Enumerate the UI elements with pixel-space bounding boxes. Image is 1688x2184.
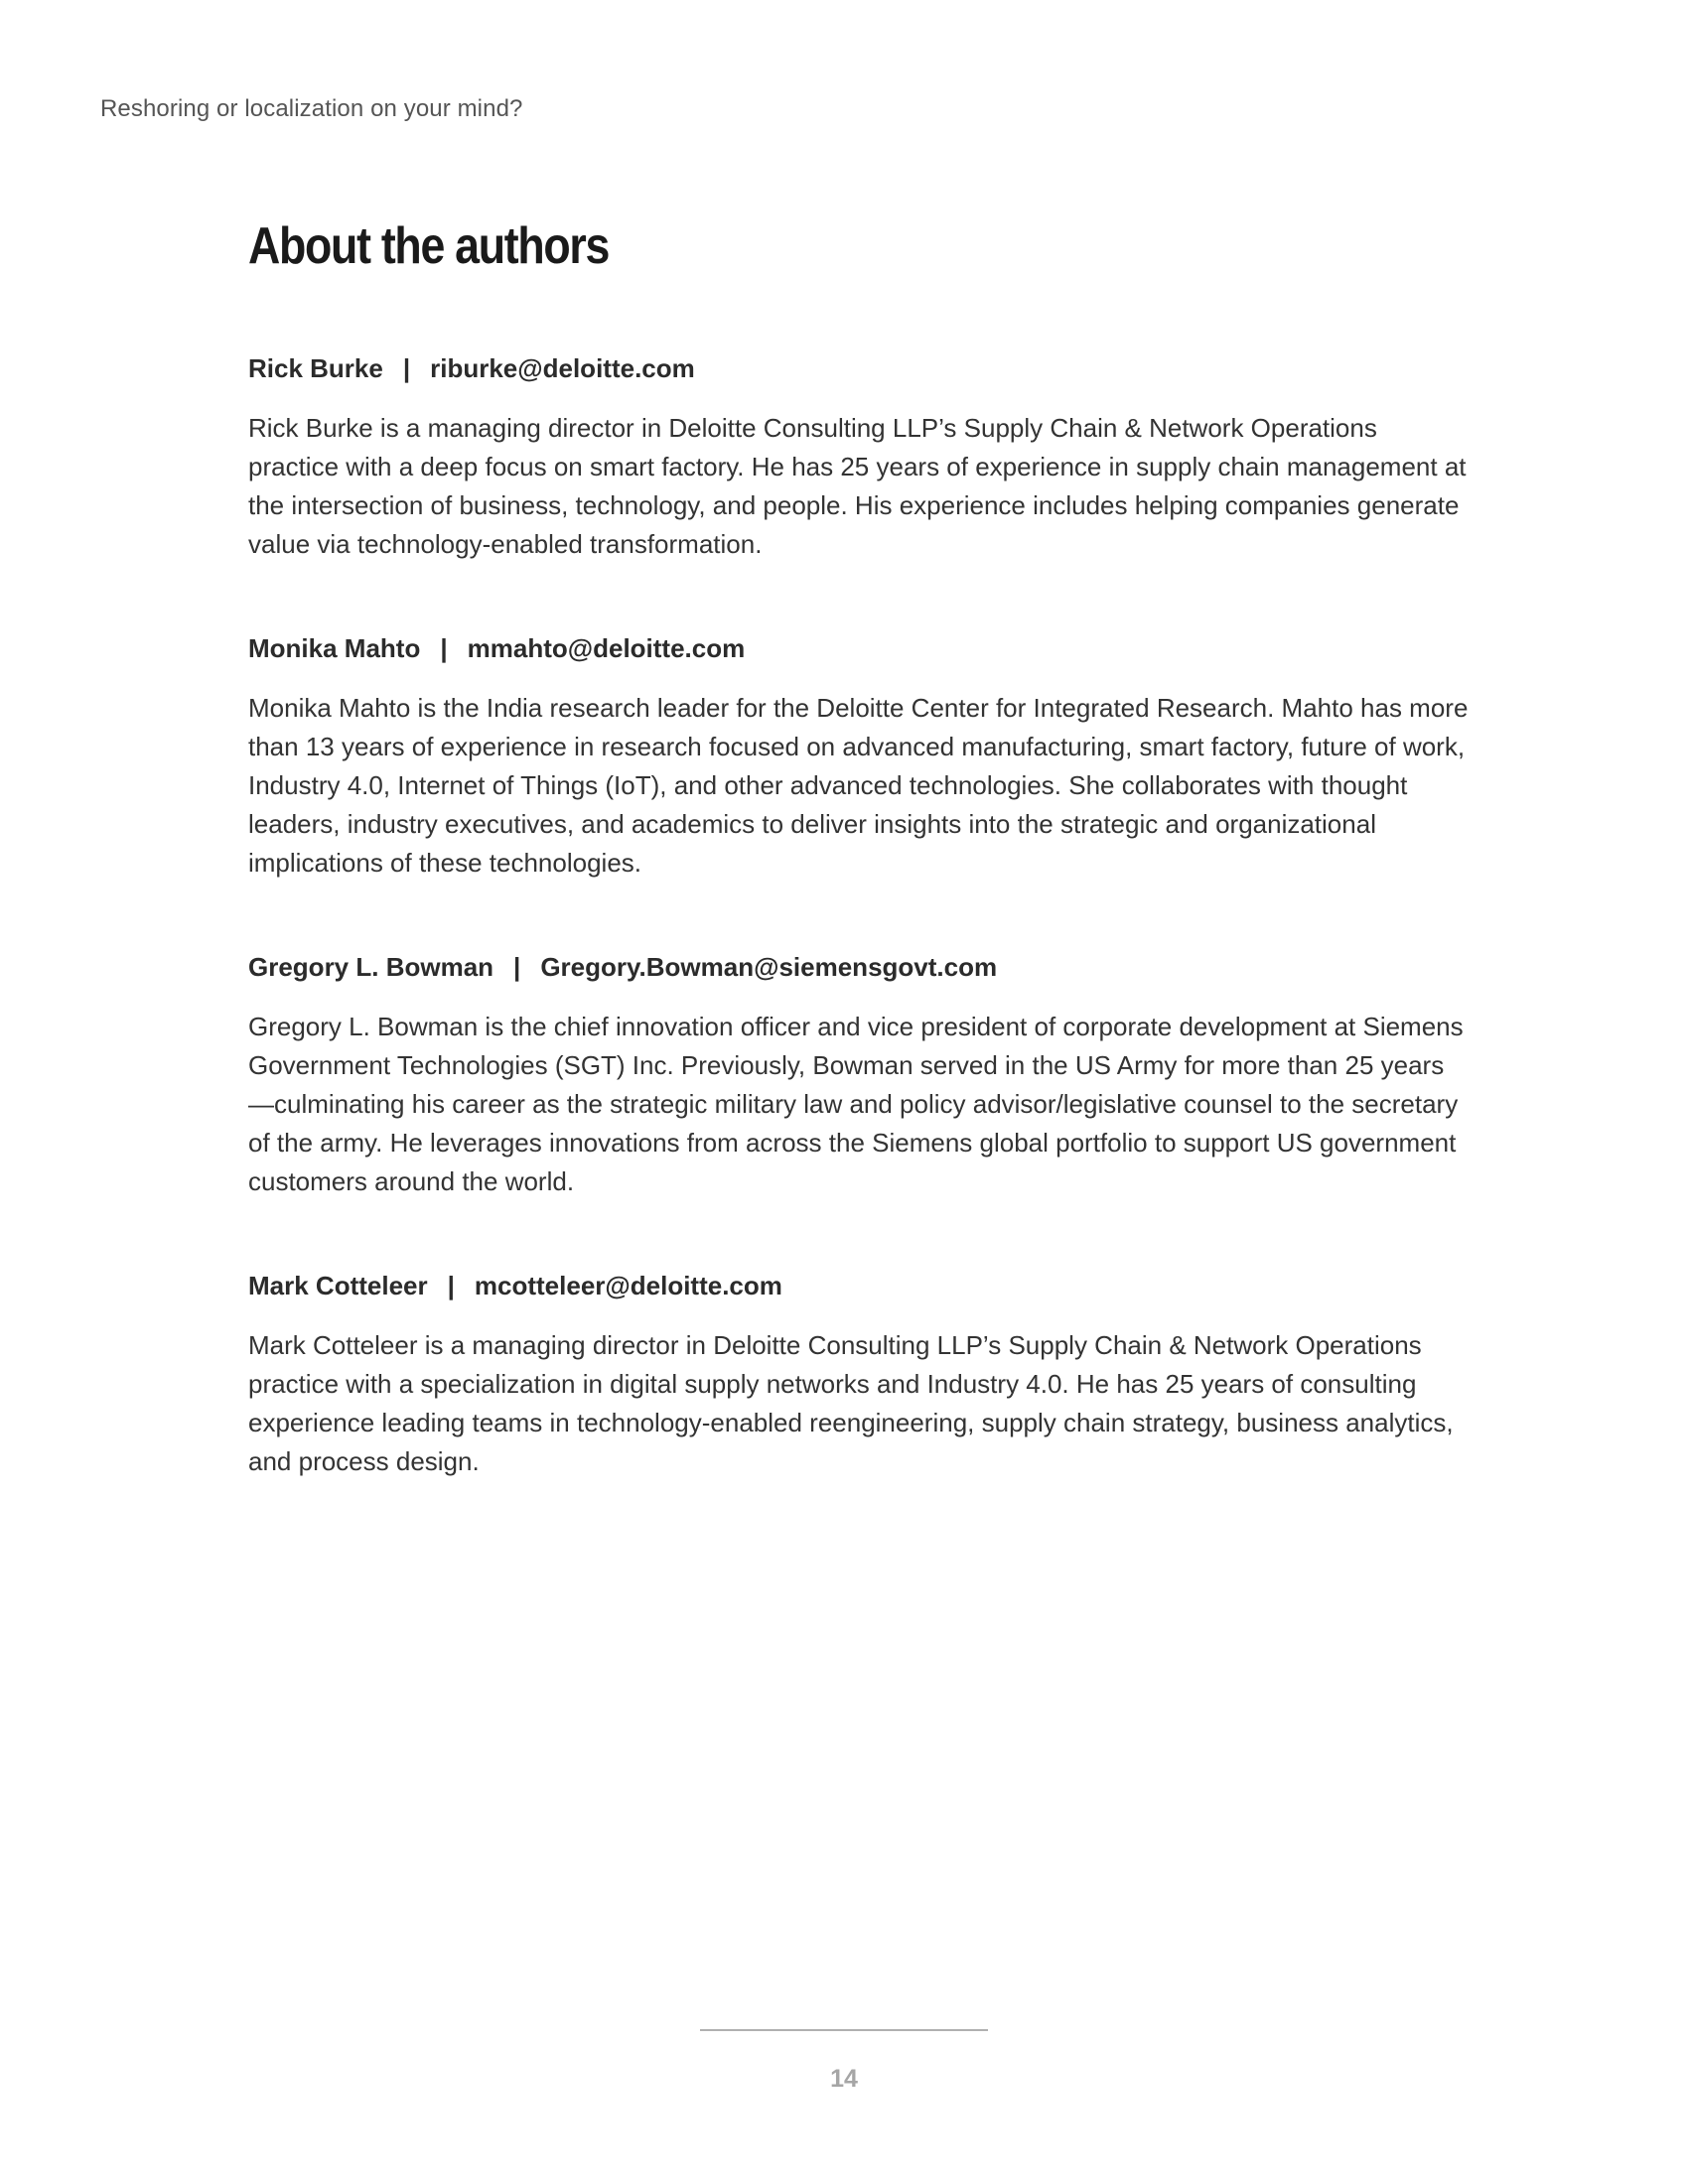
author-email: mcotteleer@deloitte.com (474, 1271, 782, 1300)
author-heading (248, 629, 1470, 667)
author-email: Gregory.Bowman@siemensgovt.com (540, 952, 998, 982)
author-separator: | (513, 952, 521, 982)
author-entry-rick-burke (248, 349, 1470, 564)
author-separator: | (402, 353, 411, 383)
main-content (248, 208, 1470, 1481)
author-name: Mark Cotteleer (248, 1271, 428, 1300)
author-name: Monika Mahto (248, 633, 421, 663)
author-separator: | (440, 633, 448, 663)
page-number: 14 (830, 2065, 858, 2093)
running-header: Reshoring or localization on your mind? (100, 95, 523, 122)
author-bio: Rick Burke is a managing director in Deloitte Consulting LLP’s Supply Chain & Network Operations practice with a deep focus on smart factory. He has 25 years of experience in supply chain management at the intersection of business, technology, and people. His experience includes helping companies generate value via technology-enabled transformation. (248, 413, 1467, 559)
author-email: mmahto@deloitte.com (467, 633, 746, 663)
author-name: Gregory L. Bowman (248, 952, 494, 982)
author-list (248, 349, 1470, 1481)
author-heading (248, 1267, 1470, 1304)
author-separator: | (447, 1271, 455, 1300)
author-entry-gregory-bowman (248, 948, 1470, 1201)
author-entry-monika-mahto (248, 629, 1470, 883)
author-entry-mark-cotteleer (248, 1267, 1470, 1481)
author-name: Rick Burke (248, 353, 383, 383)
author-heading (248, 349, 1470, 387)
author-email: riburke@deloitte.com (430, 353, 695, 383)
author-heading (248, 948, 1470, 986)
author-bio: Monika Mahto is the India research leader for the Deloitte Center for Integrated Research. Mahto has more than 13 years of experience in research focused on advanced manufacturing, smart factory, future of work, Industry 4.0, Internet of Things (IoT), and other advanced technologies. She collaborates with thought leaders, industry executives, and academics to deliver insights into the strategic and organizational implications of these technologies. (248, 693, 1469, 878)
author-bio: Gregory L. Bowman is the chief innovation officer and vice president of corporate development at Siemens Government Technologies (SGT) Inc. Previously, Bowman served in the US Army for more than 25 years—culminating his career as the strategic military law and policy advisor/legislative counsel to the secretary of the army. He leverages innovations from across the Siemens global portfolio to support US government customers around the world. (248, 1012, 1464, 1196)
footer-divider (700, 2029, 988, 2031)
page-title: About the authors (248, 217, 610, 275)
author-bio: Mark Cotteleer is a managing director in Deloitte Consulting LLP’s Supply Chain & Network Operations practice with a specialization in digital supply networks and Industry 4.0. He has 25 years of consulting experience leading teams in technology-enabled reengineering, supply chain strategy, business analytics, and process design. (248, 1330, 1454, 1476)
